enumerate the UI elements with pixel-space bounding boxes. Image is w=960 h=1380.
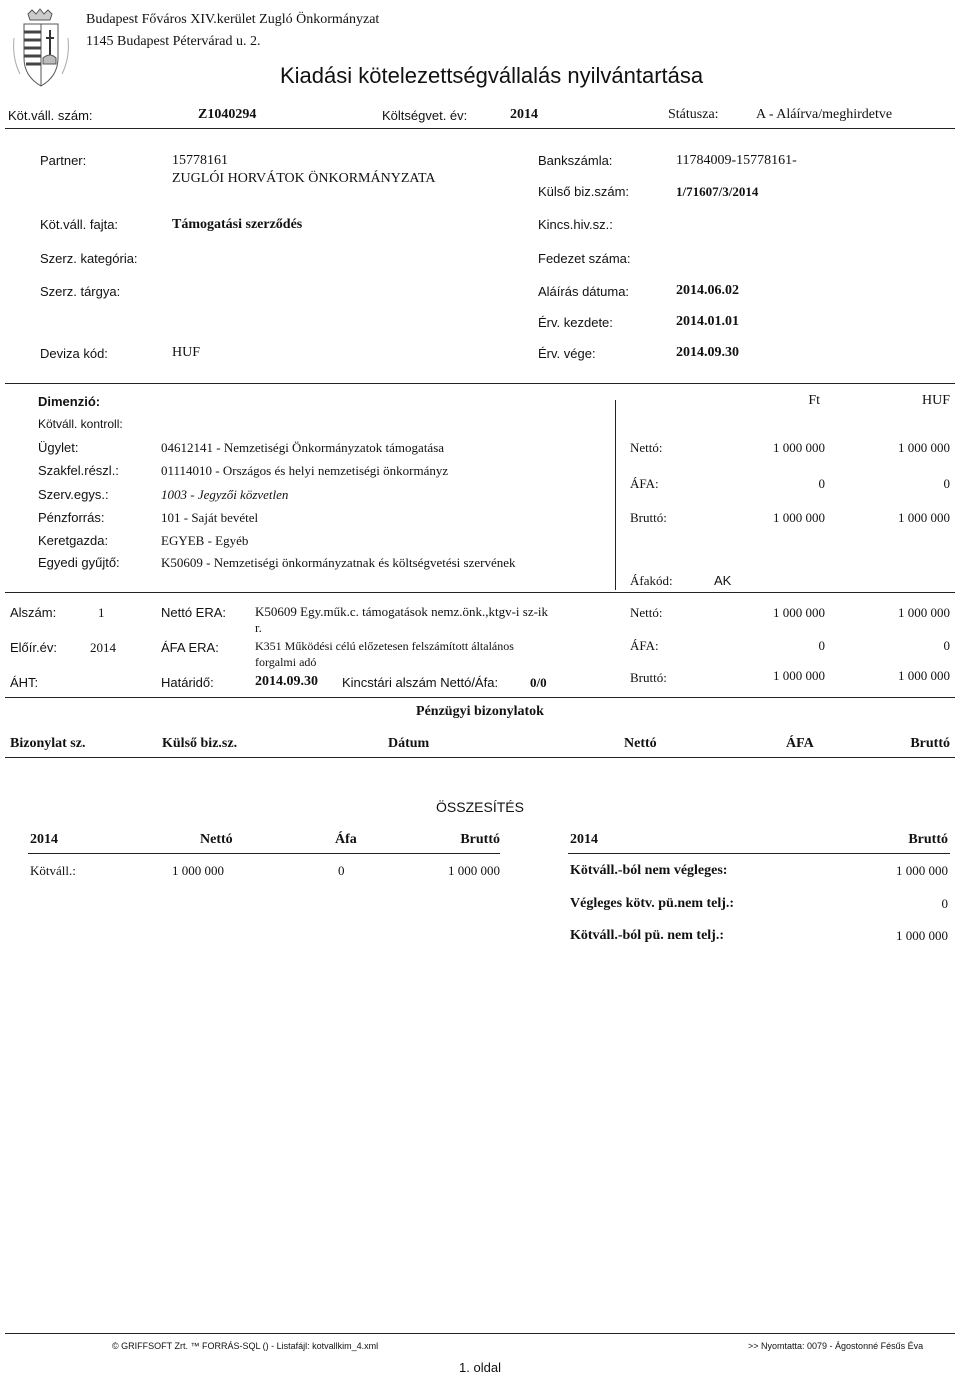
summary-right-row-2-label: Végleges kötv. pü.nem telj.: bbox=[570, 896, 735, 911]
ugylet-value: 04612141 - Nemzetiségi Önkormányzatok támogatása bbox=[161, 440, 445, 455]
dimension-vertical-divider bbox=[615, 400, 616, 590]
deviza-label: Deviza kód: bbox=[40, 346, 108, 361]
keretgazda-value: EGYEB - Egyéb bbox=[161, 533, 249, 548]
netto-era-value-cont: r. bbox=[255, 620, 262, 635]
ugylet-label: Ügylet: bbox=[38, 440, 79, 455]
al-netto-huf: 1 000 000 bbox=[898, 605, 950, 620]
keretgazda-label: Keretgazda: bbox=[38, 533, 109, 548]
erv-kezdete-label: Érv. kezdete: bbox=[538, 315, 613, 330]
summary-row-afa: 0 bbox=[338, 863, 345, 878]
col-brutto: Bruttó bbox=[910, 736, 950, 751]
kulso-biz-value: 1/71607/3/2014 bbox=[676, 184, 759, 199]
dim-brutto-huf: 1 000 000 bbox=[898, 510, 950, 525]
alairas-label: Aláírás dátuma: bbox=[538, 284, 630, 299]
erv-vege-value: 2014.09.30 bbox=[676, 345, 739, 360]
al-netto-ft: 1 000 000 bbox=[773, 605, 825, 620]
summary-left-divider bbox=[28, 853, 500, 854]
dim-afa-huf: 0 bbox=[943, 476, 950, 491]
koltsegvet-value: 2014 bbox=[510, 107, 538, 122]
statusz-value: A - Aláírva/meghirdetve bbox=[756, 107, 893, 122]
gyujto-label: Egyedi gyűjtő: bbox=[38, 555, 120, 570]
dim-netto-label: Nettó: bbox=[630, 440, 663, 455]
netto-era-value: K50609 Egy.műk.c. támogatások nemz.önk.,ktgv-i sz-ik bbox=[255, 604, 549, 619]
kategoria-label: Szerz. kategória: bbox=[40, 251, 138, 266]
dim-afa-ft: 0 bbox=[818, 476, 825, 491]
szakfel-value: 01114010 - Országos és helyi nemzetiségi önkormányz bbox=[161, 463, 449, 478]
gyujto-value: K50609 - Nemzetiségi önkormányzatnak és költségvetési szervének bbox=[161, 555, 516, 570]
afa-era-label: ÁFA ERA: bbox=[161, 640, 219, 655]
dim-netto-huf: 1 000 000 bbox=[898, 440, 950, 455]
footer-right: >> Nyomtatta: 0079 - Ágostonné Fésűs Éva bbox=[748, 1341, 924, 1351]
org-name: Budapest Főváros XIV.kerület Zugló Önkormányzat bbox=[86, 12, 380, 27]
kontroll-label: Kötváll. kontroll: bbox=[38, 417, 123, 431]
dimension-title: Dimenzió: bbox=[38, 394, 101, 409]
al-brutto-ft: 1 000 000 bbox=[773, 668, 825, 683]
summary-col-afa: Áfa bbox=[335, 832, 357, 847]
header-divider bbox=[5, 128, 955, 129]
kotvall-szam-value: Z1040294 bbox=[198, 107, 257, 122]
summary-right-row-3-label: Kötváll.-ból pü. nem telj.: bbox=[570, 928, 724, 943]
col-kulso-biz: Külső biz.sz. bbox=[162, 736, 238, 751]
huf-header: HUF bbox=[921, 393, 950, 408]
dim-afa-label: ÁFA: bbox=[630, 476, 659, 491]
summary-row-label: Kötváll.: bbox=[30, 863, 76, 878]
hatarido-label: Határidő: bbox=[161, 675, 214, 690]
partner-name: ZUGLÓI HORVÁTOK ÖNKORMÁNYZATA bbox=[172, 171, 436, 186]
afa-era-value: K351 Működési célú előzetesen felszámított általános bbox=[255, 639, 514, 653]
partner-id: 15778161 bbox=[172, 153, 228, 168]
col-bizonylat: Bizonylat sz. bbox=[10, 736, 86, 751]
footer-divider bbox=[5, 1333, 955, 1334]
summary-right-row-1-value: 1 000 000 bbox=[896, 863, 948, 878]
kincstari-label: Kincstári alszám Nettó/Áfa: bbox=[342, 675, 499, 690]
kotvall-szam-label: Köt.váll. szám: bbox=[8, 108, 93, 123]
financial-title: Pénzügyi bizonylatok bbox=[416, 704, 544, 719]
dim-brutto-label: Bruttó: bbox=[630, 510, 667, 525]
page-title: Kiadási kötelezettségvállalás nyilvántartása bbox=[280, 63, 704, 88]
afa-era-value-cont: forgalmi adó bbox=[255, 655, 317, 669]
szerv-value: 1003 - Jegyzői közvetlen bbox=[161, 487, 289, 502]
partner-label: Partner: bbox=[40, 153, 87, 168]
summary-right-col-brutto: Bruttó bbox=[908, 832, 948, 847]
footer-left: © GRIFFSOFT Zrt. ™ FORRÁS-SQL () - Listafájl: kotvallkim_4.xml bbox=[112, 1341, 379, 1351]
afakod-label: Áfakód: bbox=[630, 573, 673, 588]
ft-header: Ft bbox=[808, 393, 820, 408]
eloir-value: 2014 bbox=[90, 640, 116, 655]
erv-kezdete-value: 2014.01.01 bbox=[676, 314, 739, 329]
summary-right-row-1-label: Kötváll.-ból nem végleges: bbox=[570, 863, 728, 878]
fedezet-label: Fedezet száma: bbox=[538, 251, 631, 266]
page-number: 1. oldal bbox=[459, 1360, 501, 1375]
fajta-value: Támogatási szerződés bbox=[172, 217, 303, 232]
dimension-divider bbox=[5, 383, 955, 384]
targya-label: Szerz. tárgya: bbox=[40, 284, 121, 299]
al-afa-ft: 0 bbox=[818, 638, 825, 653]
szerv-label: Szerv.egys.: bbox=[38, 487, 109, 502]
al-brutto-huf: 1 000 000 bbox=[898, 668, 950, 683]
alszam-label: Alszám: bbox=[10, 605, 57, 620]
financial-divider bbox=[5, 697, 955, 698]
erv-vege-label: Érv. vége: bbox=[538, 346, 596, 361]
kincs-label: Kincs.hiv.sz.: bbox=[538, 217, 613, 232]
alszam-divider bbox=[5, 592, 955, 593]
summary-right-divider bbox=[568, 853, 950, 854]
netto-era-label: Nettó ERA: bbox=[161, 605, 227, 620]
alairas-value: 2014.06.02 bbox=[676, 283, 739, 298]
summary-col-netto: Nettó bbox=[200, 832, 233, 847]
summary-right-row-2-value: 0 bbox=[941, 896, 948, 911]
col-afa: ÁFA bbox=[786, 736, 814, 751]
al-afa-label: ÁFA: bbox=[630, 638, 659, 653]
szakfel-label: Szakfel.részl.: bbox=[38, 463, 119, 478]
bank-value: 11784009-15778161- bbox=[676, 153, 797, 168]
org-address: 1145 Budapest Pétervárad u. 2. bbox=[86, 34, 261, 49]
summary-right-year: 2014 bbox=[570, 832, 598, 847]
kulso-biz-label: Külső biz.szám: bbox=[538, 184, 630, 199]
al-netto-label: Nettó: bbox=[630, 605, 663, 620]
al-afa-huf: 0 bbox=[943, 638, 950, 653]
fajta-label: Köt.váll. fajta: bbox=[40, 217, 119, 232]
penzforras-label: Pénzforrás: bbox=[38, 510, 105, 525]
col-netto: Nettó bbox=[624, 736, 657, 751]
penzforras-value: 101 - Saját bevétel bbox=[161, 510, 259, 525]
aht-label: ÁHT: bbox=[10, 675, 39, 690]
financial-header-divider bbox=[5, 757, 955, 758]
summary-col-brutto: Bruttó bbox=[460, 832, 500, 847]
bank-label: Bankszámla: bbox=[538, 153, 613, 168]
alszam-value: 1 bbox=[98, 605, 105, 620]
kincstari-value: 0/0 bbox=[530, 675, 547, 690]
eloir-label: Előír.év: bbox=[10, 640, 57, 655]
summary-right-row-3-value: 1 000 000 bbox=[896, 928, 948, 943]
summary-left-year: 2014 bbox=[30, 832, 58, 847]
afakod-value: AK bbox=[714, 573, 732, 588]
hatarido-value: 2014.09.30 bbox=[255, 674, 318, 689]
col-datum: Dátum bbox=[388, 736, 430, 751]
koltsegvet-label: Költségvet. év: bbox=[382, 108, 468, 123]
statusz-label: Státusza: bbox=[668, 107, 719, 122]
deviza-value: HUF bbox=[172, 345, 201, 360]
dim-brutto-ft: 1 000 000 bbox=[773, 510, 825, 525]
summary-row-brutto: 1 000 000 bbox=[448, 863, 500, 878]
summary-title: ÖSSZESÍTÉS bbox=[436, 799, 524, 815]
dim-netto-ft: 1 000 000 bbox=[773, 440, 825, 455]
summary-row-netto: 1 000 000 bbox=[172, 863, 224, 878]
coat-of-arms-icon bbox=[10, 8, 72, 92]
al-brutto-label: Bruttó: bbox=[630, 670, 667, 685]
